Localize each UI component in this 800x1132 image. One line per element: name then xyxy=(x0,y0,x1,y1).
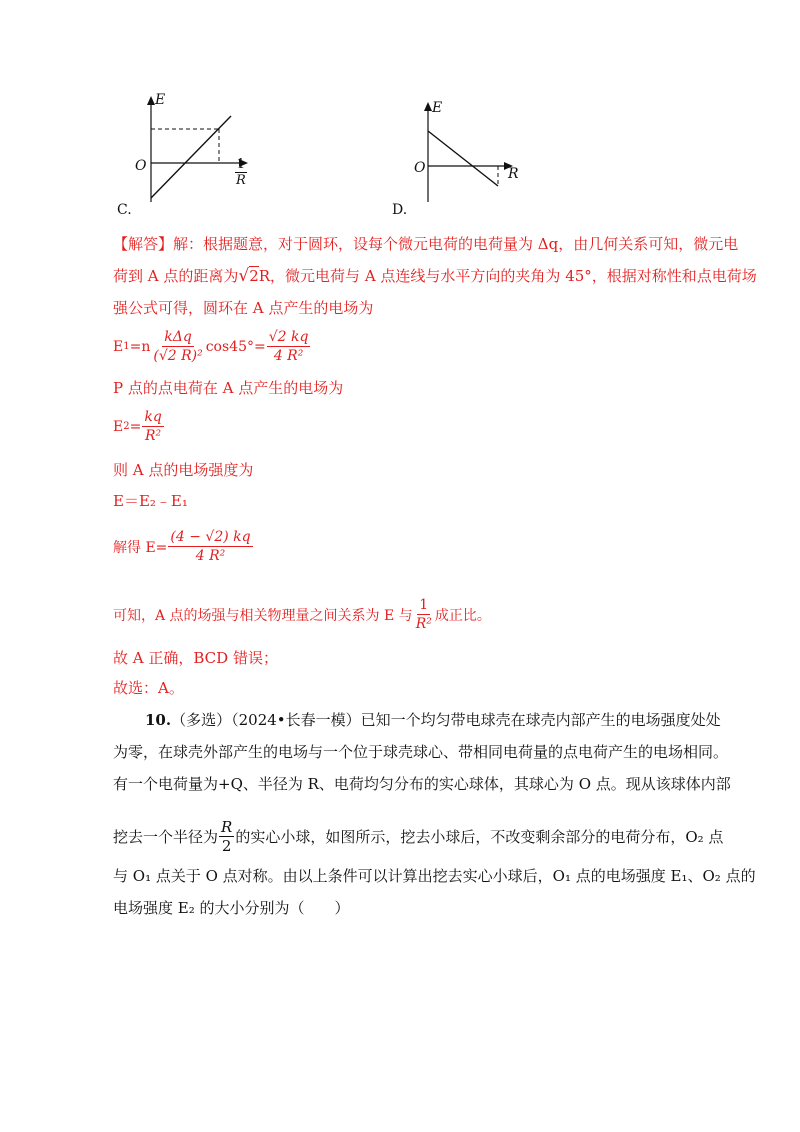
question-line-6: 电场强度 E₂ 的大小分别为（ ） xyxy=(113,899,350,917)
e1-den: (√2 R)² xyxy=(153,348,203,364)
e1-num2: √2 kq xyxy=(268,329,309,345)
solve-num: (4 − √2) kq xyxy=(170,529,251,545)
formula-e1 xyxy=(113,328,311,365)
question-line-3: 有一个电荷量为+Q、半径为 R、电荷均匀分布的实心球体，其球心为 O 点。现从该球体内部 xyxy=(113,775,731,793)
question-number: 10. xyxy=(145,711,172,729)
graph-c-x-label-num: 1 xyxy=(236,157,246,172)
e2-sub: 2 xyxy=(123,421,130,432)
question-line-1 xyxy=(145,710,721,730)
solution-tag: 【解答】 xyxy=(113,235,174,253)
solution-text-1: 解：根据题意，对于圆环，设每个微元电荷的电荷量为 Δq，由几何关系可知，微元电 xyxy=(173,235,739,253)
formula-solve xyxy=(113,528,254,565)
graph-d-x-label: R xyxy=(508,166,519,182)
e2-eq: = xyxy=(129,418,142,435)
solution-sqrt-2: 2 xyxy=(249,267,259,285)
e1-eq: =n xyxy=(129,338,151,355)
option-d-label: D. xyxy=(392,202,408,218)
graph-d xyxy=(392,90,542,218)
knowable-text-a: 可知，A 点的场强与相关物理量之间关系为 E 与 xyxy=(113,607,413,624)
e1-num: kΔq xyxy=(164,329,192,345)
solution-line-3: 强公式可得，圆环在 A 点产生的电场为 xyxy=(113,299,374,317)
question-line-5: 与 O₁ 点关于 O 点对称。由以上条件可以计算出挖去实心小球后，O₁ 点的电场强度 E₁、O₂ 点的 xyxy=(113,867,756,885)
question-frac-num: R xyxy=(221,818,233,836)
graph-d-plot xyxy=(392,90,542,210)
solution-then-line: 则 A 点的电场强度为 xyxy=(113,461,254,479)
graph-d-y-arrow xyxy=(424,102,432,111)
question-line-2: 为零，在球壳外部产生的电场与一个位于球壳球心、带相同电荷量的点电荷产生的电场相同。 xyxy=(113,743,729,761)
e2-num: kq xyxy=(144,409,162,425)
solution-text-2a: 荷到 A 点的距离为 xyxy=(113,267,239,285)
solution-line-2: 荷到 A 点的距离为√2R，微元电荷与 A 点连线与水平方向的夹角为 45°，根据对称性和点电荷场 xyxy=(113,266,757,286)
formula-e2 xyxy=(113,408,165,445)
solution-p-line: P 点的点电荷在 A 点产生的电场为 xyxy=(113,379,344,397)
e1-den2: 4 R² xyxy=(273,348,304,364)
solution-line-1 xyxy=(113,234,738,254)
graph-d-origin: O xyxy=(414,160,426,176)
solution-knowable-line xyxy=(113,596,491,633)
knowable-den: R² xyxy=(415,616,432,632)
question-frac-den: 2 xyxy=(221,837,232,855)
question-text-4a: 挖去一个半径为 xyxy=(113,827,219,846)
solution-e-line: E＝E₂﹣E₁ xyxy=(113,492,188,510)
graph-c xyxy=(115,90,265,218)
graph-c-x-label-den: R xyxy=(236,173,246,188)
solution-choice: 故选：A。 xyxy=(113,679,184,697)
knowable-text-b: 成正比。 xyxy=(434,607,491,624)
graph-d-y-label: E xyxy=(432,100,443,116)
e2-prefix: E xyxy=(113,418,124,435)
graph-c-plot xyxy=(115,90,265,210)
e1-cos: cos45°= xyxy=(205,338,266,355)
graph-c-y-label: E xyxy=(155,92,166,108)
solution-text-2b: R，微元电荷与 A 点连线与水平方向的夹角为 45°，根据对称性和点电荷场 xyxy=(258,267,757,285)
question-text-4b: 的实心小球，如图所示，挖去小球后，不改变剩余部分的电荷分布，O₂ 点 xyxy=(235,827,724,846)
e1-prefix: E xyxy=(113,338,124,355)
graph-c-x-label xyxy=(233,158,249,189)
solution-conclusion: 故 A 正确，BCD 错误； xyxy=(113,649,278,667)
knowable-num: 1 xyxy=(419,597,429,613)
e1-sub: 1 xyxy=(123,341,130,352)
solve-den: 4 R² xyxy=(195,548,226,564)
question-line-4 xyxy=(113,818,723,855)
e2-den: R² xyxy=(144,428,162,444)
graph-c-origin: O xyxy=(135,158,147,174)
graph-d-line xyxy=(428,131,498,186)
option-c-label: C. xyxy=(117,202,132,218)
question-text-1: （多选）（2024•长春一模）已知一个均匀带电球壳在球壳内部产生的电场强度处处 xyxy=(171,711,721,729)
solve-prefix: 解得 E= xyxy=(113,539,168,556)
graph-c-y-arrow xyxy=(147,96,155,105)
